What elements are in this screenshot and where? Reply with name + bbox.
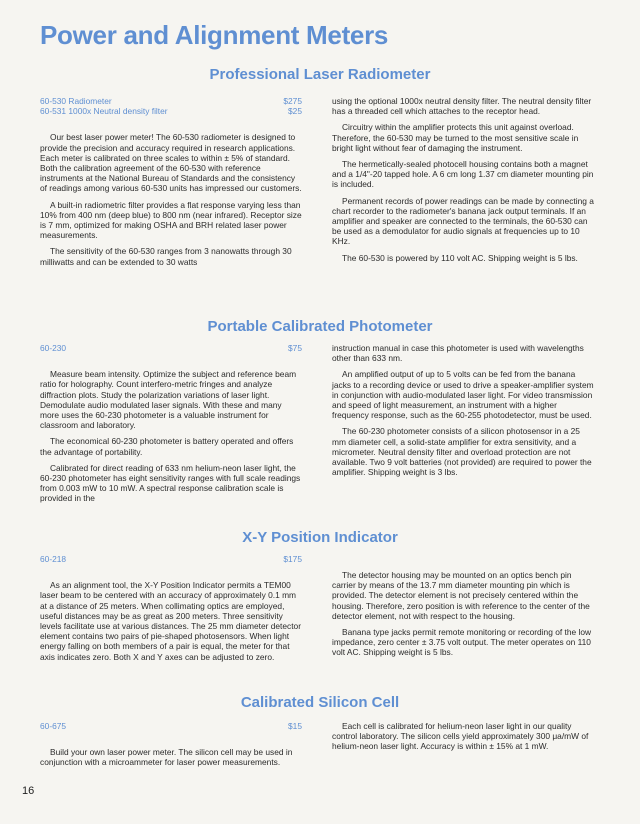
paragraph: The detector housing may be mounted on an optics bench pin carrier by means of the 13.7 mm diameter mounting pin which is provided. The detector element is not precisely centered within the housing. Therefore, zero position is with reference to the center of the detector element, not with respect to the housing. xyxy=(332,570,590,621)
left-column xyxy=(40,721,302,774)
section-silicon-cell xyxy=(40,694,600,768)
paragraph: The 60-230 photometer consists of a silicon photosensor in a 25 mm diameter cell, a solid-state amplifier for extra sensitivity, and a micrometer. Neutral density filter and overload protection are not available. Two 9 volt batteries (not provided) are required to power the amplifier. Shipping weight is 3 lbs. xyxy=(332,426,592,478)
product-code: 60-675 xyxy=(40,721,67,731)
paragraph: An amplified output of up to 5 volts can be fed from the banana jacks to a recording device or used to drive a speaker-amplifier system in conjunction with audio-modulated laser light. For video transmission and speed of light measurement, an instrument with a higher frequency response, such as the 60-255 photodetector, must be used. xyxy=(332,369,594,421)
paragraph: The economical 60-230 photometer is battery operated and offers the advantage of portability. xyxy=(40,436,294,457)
product-price: $25 xyxy=(288,106,302,117)
right-column xyxy=(332,343,594,483)
product-code: 60-230 xyxy=(40,343,67,353)
section-title: Professional Laser Radiometer xyxy=(209,66,431,83)
paragraph: Permanent records of power readings can be made by connecting a chart recorder to the radiometer's banana jack output terminals. If an amplifier and speaker are connected to the terminals, the 60-530 can be used as a demodulator for audio signals at frequencies up to 10 KHz. xyxy=(332,195,594,247)
paragraph: Our best laser power meter! The 60-530 radiometer is designed to provide the precision and accuracy required in research applications. Each meter is calibrated on three scales to within ± 5% of standard. Both the calibration agreement of the 60-530 with reference instruments at the National Bureau of Standards and the consistency of readings among various 60-530 units has impressed our customers. xyxy=(40,132,302,194)
paragraph: instruction manual in case this photometer is used with wavelengths other than 633 nm. xyxy=(332,343,584,364)
paragraph: The sensitivity of the 60-530 ranges from 3 nanowatts through 30 milliwatts and can be extended to 30 watts xyxy=(40,246,292,267)
right-column xyxy=(332,721,594,758)
price-row xyxy=(40,554,302,564)
paragraph: Measure beam intensity. Optimize the subject and reference beam ratio for holography. Count interfero-metric fringes and analyze diffraction plots. Study the polarization variations of laser light. Demodulate audio modulated laser signals. With these and many more uses the 60-230 photometer is a valuable instrument for classroom and laboratory. xyxy=(40,369,297,431)
right-column xyxy=(332,570,594,664)
paragraph: As an alignment tool, the X-Y Position Indicator permits a TEM00 laser beam to be centered with an accuracy of approximately 0.1 mm at a distance of 25 meters. When collimating optics are employed, useful distances may be as great as 200 meters. Three sensitivity levels facilitate use at various distances. The 25 mm diameter detector element contains two pairs of pie-shaped photosensors. When light energy falling on both members of a pair is equal, the meter for that axis indicates zero. Both X and Y axes can be adjusted to zero. xyxy=(40,580,301,662)
product-price: $75 xyxy=(288,343,302,353)
paragraph: A built-in radiometric filter provides a flat response varying less than 10% from 400 nm (deep blue) to 800 nm (near infrared). Receptor size is 7 mm, optimized for making OSHA and BRH related laser power measurements. xyxy=(40,199,302,241)
price-row xyxy=(40,343,302,353)
product-code: 60-531 1000x Neutral density filter xyxy=(40,106,168,117)
price-row xyxy=(40,106,302,116)
page-title: Power and Alignment Meters xyxy=(40,20,389,50)
section-title: X-Y Position Indicator xyxy=(242,529,398,546)
page-number: 16 xyxy=(22,785,35,797)
left-column xyxy=(40,343,302,510)
paragraph: Circuitry within the amplifier protects this unit against overload. Therefore, the 60-530 may be turned to the most sensitive scale in bright light without fear of damaging the instrument. xyxy=(332,122,579,153)
paragraph: Calibrated for direct reading of 633 nm helium-neon laser light, the 60-230 photometer has eight sensitivity ranges with full scale readings from 0.003 mW to 10 mW. A spectral response calibration scale is provided in the xyxy=(40,462,301,504)
section-xy-indicator xyxy=(40,529,600,662)
left-column xyxy=(40,96,302,273)
section-title: Portable Calibrated Photometer xyxy=(207,318,433,335)
paragraph: Build your own laser power meter. The silicon cell may be used in conjunction with a microammeter for laser power measurements. xyxy=(40,747,293,768)
price-row xyxy=(40,96,302,106)
section-radiometer xyxy=(40,66,600,267)
paragraph: The hermetically-sealed photocell housing contains both a magnet and a 1/4"-20 tapped hole. A 6 cm long 1.37 cm diameter mounting pin is included. xyxy=(332,159,594,190)
right-column xyxy=(332,96,594,269)
left-column xyxy=(40,554,302,668)
paragraph: Banana type jacks permit remote monitoring or recording of the low impedance, zero center ± 3.75 volt output. The meter operates on 110 volt AC. Shipping weight is 5 lbs. xyxy=(332,627,592,658)
product-price: $275 xyxy=(283,96,302,106)
paragraph: The 60-530 is powered by 110 volt AC. Shipping weight is 5 lbs. xyxy=(342,252,578,263)
paragraph: using the optional 1000x neutral density filter. The neutral density filter has a threaded cell which attaches to the receptor head. xyxy=(332,96,592,117)
section-photometer xyxy=(40,318,600,504)
product-price: $15 xyxy=(288,721,302,731)
paragraph: Each cell is calibrated for helium-neon laser light in our quality control laboratory. The silicon cells yield approximately 300 μa/mW of helium-neon laser light. Accuracy is within ± 15% at 1 mW. xyxy=(332,721,589,752)
product-code: 60-530 Radiometer xyxy=(40,96,112,106)
product-code: 60-218 xyxy=(40,554,67,564)
product-price: $175 xyxy=(283,554,302,564)
section-title: Calibrated Silicon Cell xyxy=(240,694,400,711)
price-row xyxy=(40,721,302,731)
